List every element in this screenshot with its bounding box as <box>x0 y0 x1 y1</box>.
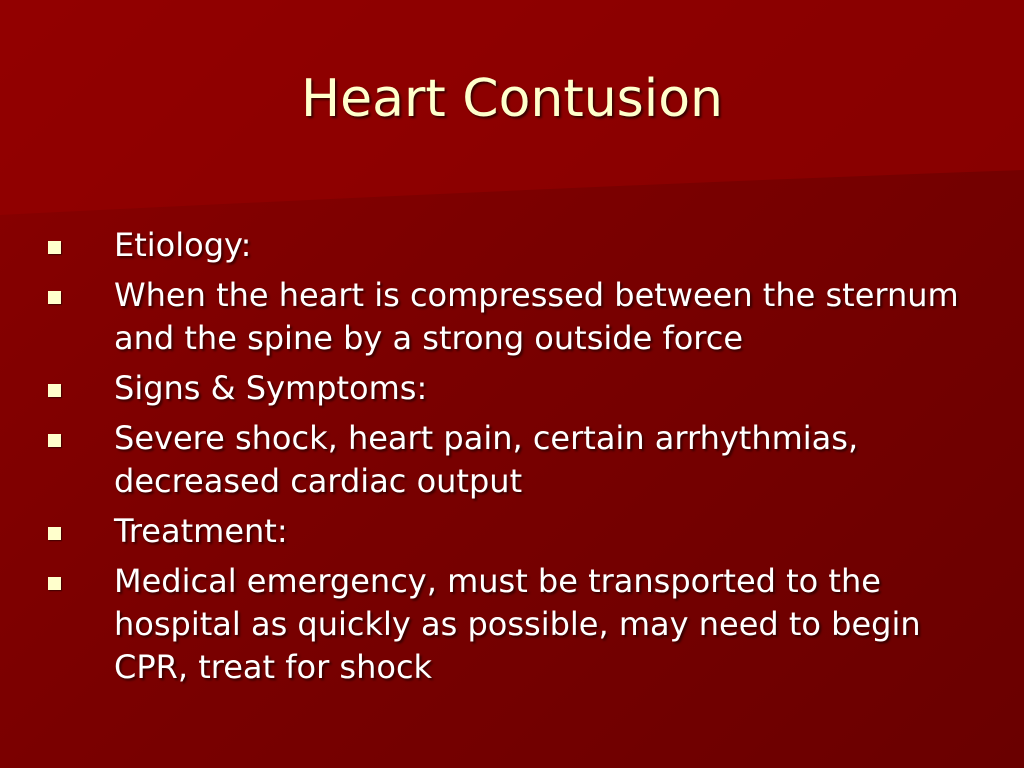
list-item <box>44 274 984 360</box>
square-bullet-icon <box>48 291 61 304</box>
list-item <box>44 224 984 267</box>
list-item <box>44 417 984 503</box>
square-bullet-icon <box>48 527 61 540</box>
bullet-text: Medical emergency, must be transported to the hospital as quickly as possible, may need to begin CPR, treat for shock <box>114 562 921 686</box>
bullet-list <box>44 224 984 696</box>
bullet-text: Etiology: <box>114 226 252 264</box>
slide-title: Heart Contusion <box>301 69 723 129</box>
list-item <box>44 367 984 410</box>
list-item <box>44 560 984 689</box>
bullet-text: Severe shock, heart pain, certain arrhythmias, decreased cardiac output <box>114 419 859 500</box>
bullet-text: Treatment: <box>114 512 288 550</box>
list-item <box>44 510 984 553</box>
square-bullet-icon <box>48 434 61 447</box>
square-bullet-icon <box>48 241 61 254</box>
square-bullet-icon <box>48 577 61 590</box>
bullet-text: When the heart is compressed between the sternum and the spine by a strong outside force <box>114 276 959 357</box>
bullet-text: Signs & Symptoms: <box>114 369 428 407</box>
square-bullet-icon <box>48 384 61 397</box>
